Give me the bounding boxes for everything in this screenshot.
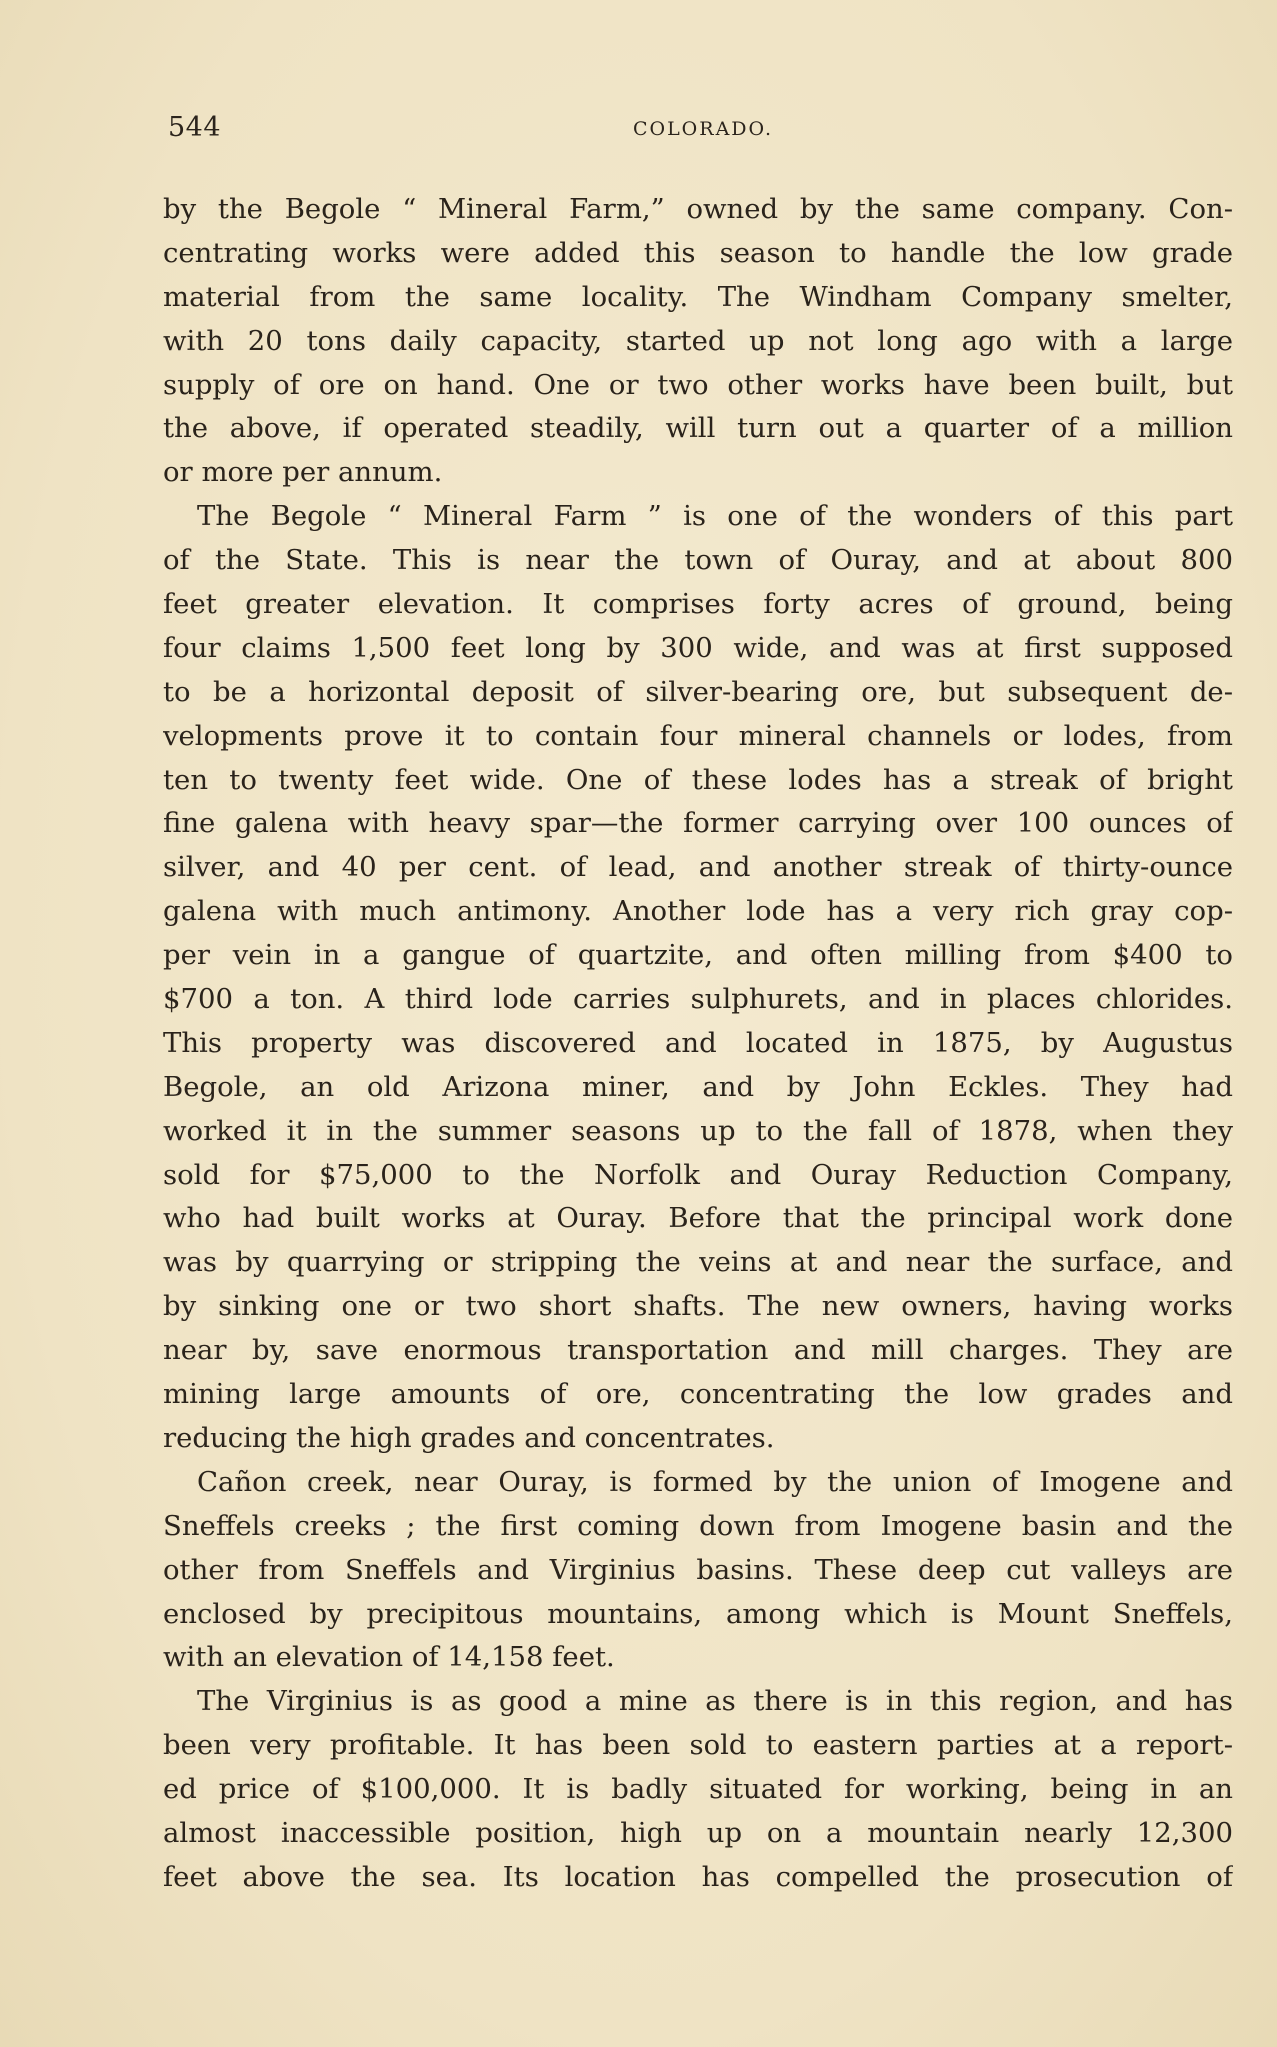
page-header — [168, 112, 1238, 152]
text-line: The Begole “ Mineral Farm ” is one of the wonders of this part — [197, 500, 1233, 533]
text-line: other from Sneffels and Virginius basins. These deep cut valleys are — [163, 1553, 1233, 1586]
page-number: 544 — [168, 112, 222, 143]
running-head: COLORADO. — [632, 118, 774, 140]
text-line: mining large amounts of ore, concentrating the low grades and — [163, 1378, 1233, 1411]
text-line: silver, and 40 per cent. of lead, and another streak of thirty-ounce — [163, 851, 1233, 884]
text-line: with 20 tons daily capacity, started up not long ago with a large — [163, 324, 1233, 357]
text-line: of the State. This is near the town of Ouray, and at about 800 — [163, 544, 1233, 577]
text-line: enclosed by precipitous mountains, among which is Mount Sneffels, — [163, 1597, 1233, 1630]
text-line: almost inaccessible position, high up on a mountain nearly 12,300 — [163, 1816, 1233, 1849]
text-line: by sinking one or two short shafts. The new owners, having works — [163, 1290, 1233, 1323]
text-line: per vein in a gangue of quartzite, and often milling from $400 to — [163, 939, 1233, 972]
text-line: reducing the high grades and concentrates. — [163, 1421, 775, 1454]
text-line: four claims 1,500 feet long by 300 wide, and was at first supposed — [163, 631, 1233, 664]
text-line: Begole, an old Arizona miner, and by John Eckles. They had — [163, 1070, 1233, 1103]
text-line: centrating works were added this season to handle the low grade — [163, 236, 1233, 269]
text-line: feet greater elevation. It comprises forty acres of ground, being — [163, 588, 1233, 621]
text-line: was by quarrying or stripping the veins at and near the surface, and — [163, 1246, 1233, 1279]
text-line: near by, save enormous transportation and mill charges. They are — [163, 1334, 1233, 1367]
text-line: worked it in the summer seasons up to the fall of 1878, when they — [163, 1114, 1233, 1147]
text-line: feet above the sea. Its location has compelled the prosecution of — [163, 1860, 1233, 1893]
text-line: the above, if operated steadily, will turn out a quarter of a million — [163, 412, 1233, 445]
text-line: supply of ore on hand. One or two other works have been built, but — [163, 368, 1233, 401]
text-line: with an elevation of 14,158 feet. — [163, 1641, 615, 1674]
text-line: $700 a ton. A third lode carries sulphurets, and in places chlorides. — [163, 983, 1233, 1016]
text-line: to be a horizontal deposit of silver-bearing ore, but subsequent de- — [163, 675, 1233, 708]
text-line: The Virginius is as good a mine as there is in this region, and has — [197, 1685, 1233, 1718]
text-line: who had built works at Ouray. Before that the principal work done — [163, 1202, 1233, 1235]
text-line: velopments prove it to contain four mineral channels or lodes, from — [163, 719, 1233, 752]
text-line: sold for $75,000 to the Norfolk and Ouray Reduction Company, — [163, 1158, 1233, 1191]
body-text — [163, 188, 1233, 1900]
text-line: material from the same locality. The Windham Company smelter, — [163, 280, 1233, 313]
text-line: fine galena with heavy spar—the former carrying over 100 ounces of — [163, 807, 1233, 840]
text-line: been very profitable. It has been sold to eastern parties at a report- — [163, 1729, 1233, 1762]
text-line: or more per annum. — [163, 456, 443, 489]
text-line: by the Begole “ Mineral Farm,” owned by the same company. Con- — [163, 193, 1233, 225]
text-line: This property was discovered and located in 1875, by Augustus — [163, 1026, 1233, 1059]
text-line: Sneffels creeks ; the first coming down from Imogene basin and the — [163, 1509, 1233, 1542]
text-line: ten to twenty feet wide. One of these lodes has a streak of bright — [163, 763, 1233, 796]
text-line: galena with much antimony. Another lode has a very rich gray cop- — [163, 895, 1233, 928]
text-line: ed price of $100,000. It is badly situated for working, being in an — [163, 1773, 1233, 1806]
text-line: Cañon creek, near Ouray, is formed by the union of Imogene and — [197, 1465, 1233, 1498]
